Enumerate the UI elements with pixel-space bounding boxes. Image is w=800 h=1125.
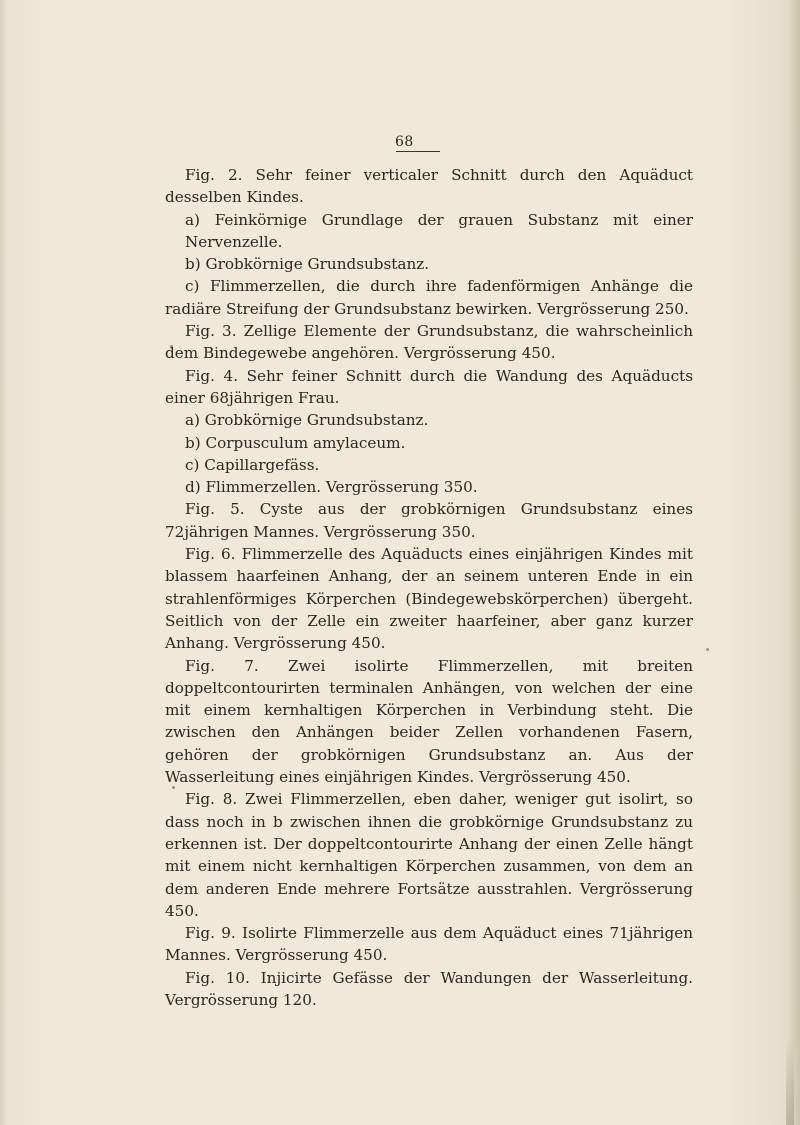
figure-legend-text — [165, 164, 693, 1011]
legend-paragraph-fig7: Fig. 7. Zwei isolirte Flimmerzellen, mit breiten doppeltcontourirten terminalen Anhängen, von welchen der eine mit einem kernhaltigen Körperchen in Verbindung steht. Die zwischen den Anhängen beider Zellen vorhandenen Fasern, gehören der grobkörnigen Grundsubstanz an. Aus der Wasserleitung eines einjährigen Kindes. Vergrösserung 450. — [165, 656, 693, 787]
paper-speck — [706, 648, 709, 651]
legend-paragraph-fig3: Fig. 3. Zellige Elemente der Grundsubstanz, die wahrscheinlich dem Bindegewebe angehören. Vergrösserung 450. — [165, 322, 693, 363]
legend-paragraph-fig4: Fig. 4. Sehr feiner Schnitt durch die Wandung des Aquäducts einer 68jährigen Frau. — [165, 366, 693, 407]
legend-paragraph-fig4c: c) Capillargefäss. — [185, 455, 320, 474]
page-left-edge-shadow — [0, 0, 8, 1125]
legend-paragraph-fig2b: b) Grobkörnige Grundsubstanz. — [185, 255, 430, 274]
legend-paragraph-fig4b: b) Corpusculum amylaceum. — [185, 433, 406, 452]
legend-paragraph-fig10: Fig. 10. Injicirte Gefässe der Wandungen der Wasserleitung. Vergrösserung 120. — [165, 968, 693, 1009]
page-corner-stain — [786, 1040, 794, 1125]
legend-paragraph-fig2a: a) Feinkörnige Grundlage der grauen Substanz mit einer Nervenzelle. — [185, 210, 693, 251]
legend-paragraph-fig5: Fig. 5. Cyste aus der grobkörnigen Grundsubstanz eines 72jährigen Mannes. Vergrösserung 350. — [165, 500, 693, 541]
legend-paragraph-fig4a: a) Grobkörnige Grundsubstanz. — [185, 411, 429, 430]
legend-paragraph-fig2: Fig. 2. Sehr feiner verticaler Schnitt durch den Aquäduct desselben Kindes. — [165, 166, 693, 207]
legend-paragraph-fig9: Fig. 9. Isolirte Flimmerzelle aus dem Aquäduct eines 71jährigen Mannes. Vergrösserung 450. — [165, 924, 693, 965]
page-number: 68 — [395, 134, 414, 150]
legend-paragraph-fig4d: d) Flimmerzellen. Vergrösserung 350. — [185, 478, 478, 497]
page-number-underline — [396, 151, 440, 152]
page-right-edge-shadow — [786, 0, 800, 1125]
legend-paragraph-fig6: Fig. 6. Flimmerzelle des Aquäducts eines einjährigen Kindes mit blassem haarfeinen Anhang, der an seinem unteren Ende in ein strahlenförmiges Körperchen (Bindegewebskörperchen) übergeht. Seitlich von der Zelle ein zweiter haarfeiner, aber ganz kurzer Anhang. Vergrösserung 450. — [165, 545, 693, 653]
legend-paragraph-fig8: Fig. 8. Zwei Flimmerzellen, eben daher, weniger gut isolirt, so dass noch in b zwischen ihnen die grobkörnige Grundsubstanz zu erkennen ist. Der doppeltcontourirte Anhang der einen Zelle hängt mit einem nicht kernhaltigen Körperchen zusammen, von dem an dem anderen Ende mehrere Fortsätze ausstrahlen. Vergrösserung 450. — [165, 790, 693, 920]
legend-paragraph-fig2c: c) Flimmerzellen, die durch ihre fadenförmigen Anhänge die radiäre Streifung der Grundsubstanz bewirken. Vergrösserung 250. — [165, 277, 693, 318]
